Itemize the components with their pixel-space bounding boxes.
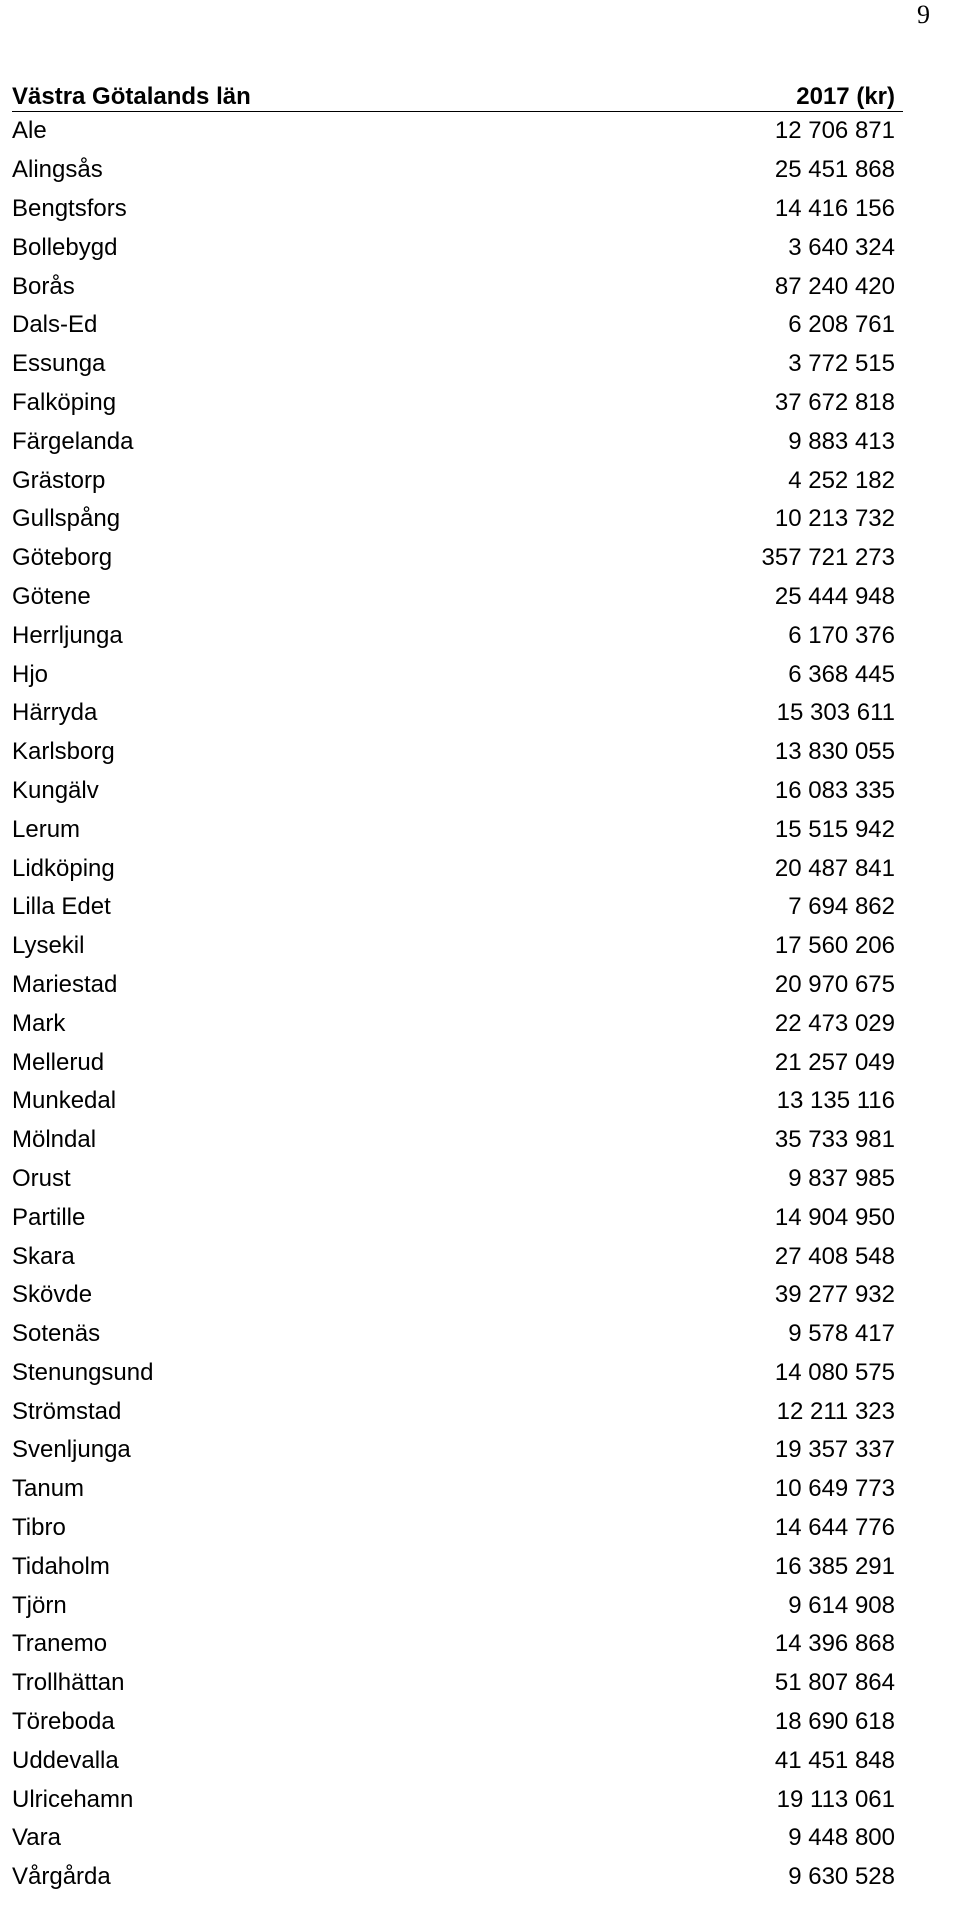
amount-value: 6 170 376 (788, 621, 895, 649)
municipality-name: Grästorp (12, 466, 106, 494)
amount-value: 14 644 776 (774, 1514, 895, 1542)
amount-value: 21 257 049 (774, 1048, 895, 1076)
table-row (12, 1470, 903, 1509)
amount-value: 10 213 732 (774, 505, 895, 533)
amount-value: 37 672 818 (774, 388, 895, 416)
municipality-name: Ulricehamn (12, 1785, 134, 1813)
municipality-name: Töreboda (12, 1708, 115, 1736)
table-row (12, 1121, 903, 1160)
amount-value: 15 515 942 (774, 815, 895, 843)
amount-value: 19 113 061 (776, 1785, 895, 1813)
municipality-name: Mellerud (12, 1048, 105, 1076)
municipality-name: Bollebygd (12, 233, 118, 261)
table-row (12, 500, 903, 539)
table-row (12, 578, 903, 617)
table-row (12, 1858, 903, 1897)
table-row (12, 1354, 903, 1393)
table-row (12, 539, 903, 578)
municipality-name: Herrljunga (12, 621, 123, 649)
municipality-name: Tidaholm (12, 1552, 110, 1580)
table-row (12, 1741, 903, 1780)
amount-value: 22 473 029 (774, 1009, 895, 1037)
amount-value: 12 211 323 (776, 1397, 895, 1425)
municipality-name: Ale (12, 117, 47, 145)
table-row (12, 151, 903, 190)
amount-value: 14 904 950 (774, 1203, 895, 1231)
municipality-name: Bengtsfors (12, 194, 127, 222)
municipality-name: Tanum (12, 1475, 85, 1503)
amount-value: 10 649 773 (774, 1475, 895, 1503)
amount-value: 14 396 868 (774, 1630, 895, 1658)
amount-value: 9 448 800 (788, 1824, 895, 1852)
amount-value: 12 706 871 (774, 117, 895, 145)
table-row (12, 1586, 903, 1625)
municipality-name: Lilla Edet (12, 893, 111, 921)
amount-value: 4 252 182 (788, 466, 895, 494)
table-row (12, 461, 903, 500)
amount-value: 16 385 291 (774, 1552, 895, 1580)
amount-value: 25 451 868 (774, 156, 895, 184)
table-row (12, 1004, 903, 1043)
table-row (12, 849, 903, 888)
table-row (12, 190, 903, 229)
amount-value: 16 083 335 (774, 776, 895, 804)
table-row (12, 1082, 903, 1121)
amount-value: 25 444 948 (774, 582, 895, 610)
municipality-name: Orust (12, 1164, 71, 1192)
municipality-name: Vara (12, 1824, 61, 1852)
table-row (12, 1392, 903, 1431)
table-row (12, 1664, 903, 1703)
table-row (12, 655, 903, 694)
municipality-name: Strömstad (12, 1397, 122, 1425)
municipality-name: Svenljunga (12, 1436, 131, 1464)
table-row (12, 1819, 903, 1858)
amount-value: 18 690 618 (774, 1708, 895, 1736)
table-row (12, 1315, 903, 1354)
amount-value: 27 408 548 (774, 1242, 895, 1270)
table-row (12, 1780, 903, 1819)
amount-value: 9 578 417 (788, 1320, 895, 1348)
municipality-name: Lysekil (12, 932, 85, 960)
table-row (12, 1431, 903, 1470)
page-number: 9 (917, 0, 930, 29)
table-row (12, 384, 903, 423)
table-row (12, 345, 903, 384)
amount-value: 13 830 055 (774, 738, 895, 766)
header-region: Västra Götalands län (12, 83, 251, 110)
municipality-name: Lidköping (12, 854, 115, 882)
municipality-name: Hjo (12, 660, 49, 688)
municipality-name: Borås (12, 272, 75, 300)
amount-value: 20 487 841 (774, 854, 895, 882)
table-row (12, 1198, 903, 1237)
table-row (12, 966, 903, 1005)
amount-value: 19 357 337 (774, 1436, 895, 1464)
table-row (12, 927, 903, 966)
table-row (12, 1276, 903, 1315)
municipality-name: Kungälv (12, 776, 99, 804)
municipality-name: Falköping (12, 388, 117, 416)
municipality-name: Munkedal (12, 1087, 117, 1115)
amount-value: 20 970 675 (774, 970, 895, 998)
amount-value: 7 694 862 (788, 893, 895, 921)
municipality-name: Vårgårda (12, 1863, 111, 1891)
table-row (12, 1160, 903, 1199)
amount-value: 14 080 575 (774, 1358, 895, 1386)
municipality-name: Tranemo (12, 1630, 108, 1658)
table-row (12, 772, 903, 811)
municipality-name: Stenungsund (12, 1358, 154, 1386)
table-row (12, 1043, 903, 1082)
municipality-name: Essunga (12, 350, 106, 378)
table-row (12, 1509, 903, 1548)
table-row (12, 888, 903, 927)
amount-value: 9 837 985 (788, 1164, 895, 1192)
header-year: 2017 (kr) (796, 83, 895, 110)
table-header (12, 74, 903, 112)
amount-value: 6 208 761 (788, 311, 895, 339)
municipality-name: Mölndal (12, 1126, 97, 1154)
municipality-name: Skara (12, 1242, 75, 1270)
municipality-name: Tibro (12, 1514, 66, 1542)
table-row (12, 112, 903, 151)
municipality-name: Karlsborg (12, 738, 115, 766)
table-row (12, 694, 903, 733)
table-row (12, 1237, 903, 1276)
table-row (12, 616, 903, 655)
municipality-table (12, 74, 903, 1897)
amount-value: 41 451 848 (774, 1746, 895, 1774)
municipality-name: Mark (12, 1009, 66, 1037)
table-row (12, 228, 903, 267)
municipality-name: Uddevalla (12, 1746, 119, 1774)
table-row (12, 733, 903, 772)
amount-value: 6 368 445 (788, 660, 895, 688)
amount-value: 15 303 611 (776, 699, 895, 727)
municipality-name: Härryda (12, 699, 98, 727)
table-row (12, 306, 903, 345)
municipality-name: Gullspång (12, 505, 121, 533)
amount-value: 3 640 324 (788, 233, 895, 261)
table-row (12, 422, 903, 461)
amount-value: 39 277 932 (774, 1281, 895, 1309)
amount-value: 9 883 413 (788, 427, 895, 455)
table-body (12, 112, 903, 1897)
amount-value: 3 772 515 (788, 350, 895, 378)
amount-value: 9 614 908 (788, 1591, 895, 1619)
table-row (12, 810, 903, 849)
table-row (12, 1625, 903, 1664)
table-row (12, 267, 903, 306)
amount-value: 87 240 420 (774, 272, 895, 300)
amount-value: 17 560 206 (774, 932, 895, 960)
municipality-name: Götene (12, 582, 91, 610)
municipality-name: Färgelanda (12, 427, 134, 455)
table-row (12, 1703, 903, 1742)
municipality-name: Skövde (12, 1281, 93, 1309)
municipality-name: Lerum (12, 815, 81, 843)
municipality-name: Göteborg (12, 544, 113, 572)
municipality-name: Trollhättan (12, 1669, 125, 1697)
municipality-name: Alingsås (12, 156, 103, 184)
amount-value: 9 630 528 (788, 1863, 895, 1891)
table-row (12, 1547, 903, 1586)
municipality-name: Partille (12, 1203, 86, 1231)
amount-value: 14 416 156 (774, 194, 895, 222)
municipality-name: Dals-Ed (12, 311, 98, 339)
amount-value: 13 135 116 (776, 1087, 895, 1115)
amount-value: 35 733 981 (774, 1126, 895, 1154)
municipality-name: Sotenäs (12, 1320, 101, 1348)
municipality-name: Tjörn (12, 1591, 67, 1619)
amount-value: 51 807 864 (774, 1669, 895, 1697)
amount-value: 357 721 273 (761, 544, 895, 572)
municipality-name: Mariestad (12, 970, 118, 998)
